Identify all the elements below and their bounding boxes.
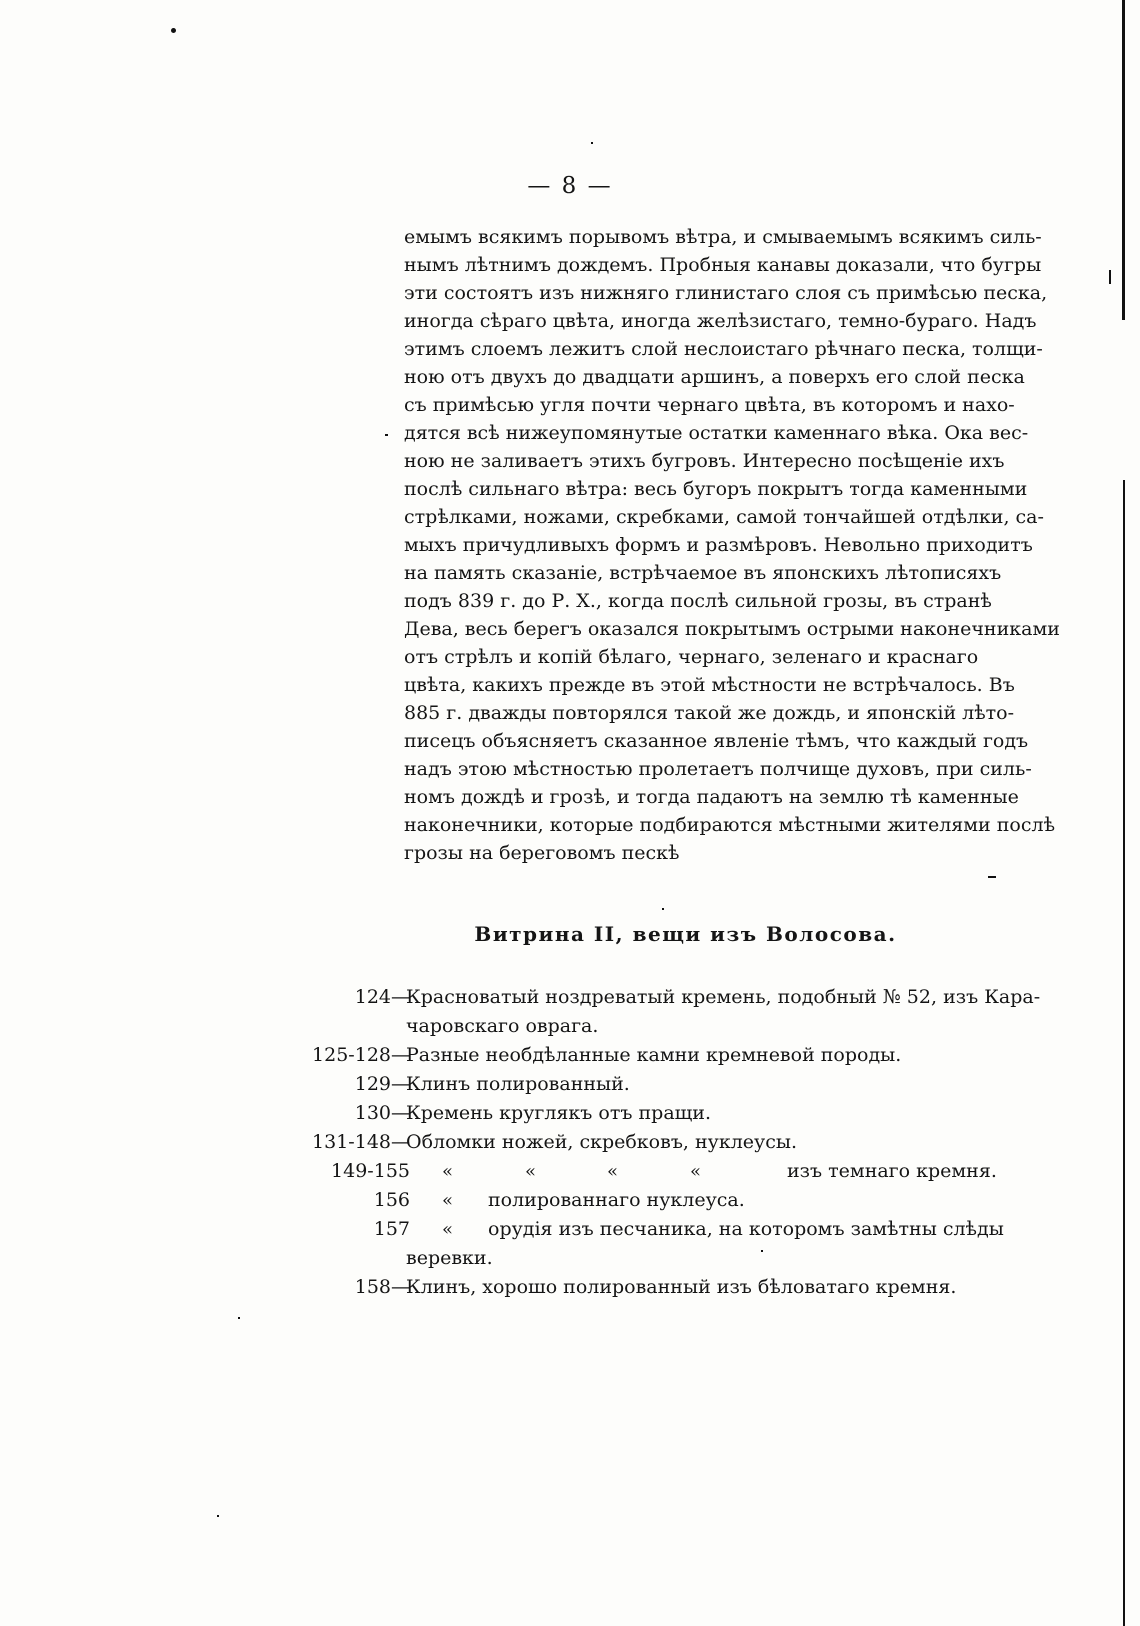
catalog-entry bbox=[300, 1099, 970, 1128]
paragraph-line: на память сказаніе, встрѣчаемое въ японскихъ лѣтописяхъ bbox=[404, 562, 1002, 584]
scan-speck bbox=[988, 876, 996, 878]
catalog-entry bbox=[300, 1041, 970, 1070]
ditto-mark: « bbox=[690, 1161, 702, 1182]
page-number: — 8 — bbox=[527, 173, 613, 199]
entry-text: веревки. bbox=[406, 1247, 493, 1269]
paragraph-line: отъ стрѣлъ и копій бѣлаго, чернаго, зеленаго и краснаго bbox=[404, 646, 979, 668]
paragraph-line: мыхъ причудливыхъ формъ и размѣровъ. Невольно приходитъ bbox=[404, 534, 1033, 556]
catalog-list bbox=[300, 983, 1041, 1302]
paragraph-line: послѣ сильнаго вѣтра: весь бугоръ покрытъ тогда каменными bbox=[404, 478, 1028, 500]
entry-number: 131-148— bbox=[312, 1131, 410, 1153]
entry-number: 125-128— bbox=[312, 1044, 410, 1066]
paragraph-line: дятся всѣ нижеупомянутые остатки каменнаго вѣка. Ока вес- bbox=[404, 422, 1029, 444]
entry-number: 124— bbox=[354, 986, 410, 1008]
ditto-mark: « bbox=[442, 1219, 454, 1240]
catalog-entry bbox=[300, 1186, 970, 1215]
paragraph-line: наконечники, которые подбираются мѣстными жителями послѣ bbox=[404, 814, 1056, 836]
body-paragraph bbox=[404, 223, 1060, 867]
paragraph-line: емымъ всякимъ порывомъ вѣтра, и смываемымъ всякимъ силь- bbox=[404, 226, 1042, 248]
scan-speck bbox=[385, 434, 388, 436]
paragraph-line: 885 г. дважды повторялся такой же дождь, и японскій лѣто- bbox=[404, 702, 1015, 724]
paragraph-line: цвѣта, какихъ прежде въ этой мѣстности не встрѣчалось. Въ bbox=[404, 674, 1015, 696]
paragraph-line: этимъ слоемъ лежитъ слой неслоистаго рѣчнаго песка, толщи- bbox=[404, 338, 1043, 360]
paragraph-line: писецъ объясняетъ сказанное явленіе тѣмъ, что каждый годъ bbox=[404, 730, 1029, 752]
catalog-entry bbox=[300, 1070, 970, 1099]
paragraph-line: эти состоятъ изъ нижняго глинистаго слоя съ примѣсью песка, bbox=[404, 282, 1048, 304]
scan-speck bbox=[238, 1317, 240, 1319]
scan-speck bbox=[217, 1515, 219, 1517]
scan-speck bbox=[662, 908, 664, 910]
paragraph-line: нымъ лѣтнимъ дождемъ. Пробныя канавы доказали, что бугры bbox=[404, 254, 1042, 276]
scan-speck bbox=[171, 28, 176, 33]
entry-number: 157 bbox=[373, 1218, 410, 1240]
paragraph-line: номъ дождѣ и грозѣ, и тогда падаютъ на землю тѣ каменные bbox=[404, 786, 1019, 808]
paragraph-line: надъ этою мѣстностью пролетаетъ полчище духовъ, при силь- bbox=[404, 758, 1032, 780]
paragraph-line: грозы на береговомъ пескѣ bbox=[404, 842, 680, 864]
paragraph-line: ною не заливаетъ этихъ бугровъ. Интересно посѣщеніе ихъ bbox=[404, 450, 1005, 472]
entry-number: 129— bbox=[354, 1073, 410, 1095]
section-heading: Витрина II, вещи изъ Волосова. bbox=[474, 922, 897, 946]
scan-edge-line bbox=[1123, 480, 1125, 1626]
ditto-mark: « bbox=[607, 1161, 619, 1182]
entry-text: Красноватый ноздреватый кремень, подобный № 52, изъ Кара- bbox=[406, 986, 1041, 1008]
entry-number: 158— bbox=[354, 1276, 410, 1298]
paragraph-line: ною отъ двухъ до двадцати аршинъ, а поверхъ его слой песка bbox=[404, 366, 1025, 388]
scan-edge-mark bbox=[1109, 270, 1111, 284]
ditto-mark: « bbox=[525, 1161, 537, 1182]
entry-number: 130— bbox=[354, 1102, 410, 1124]
paragraph-line: стрѣлками, ножами, скребками, самой тончайшей отдѣлки, са- bbox=[404, 506, 1044, 528]
ditto-mark: « bbox=[442, 1161, 454, 1182]
entry-text: Кремень круглякъ отъ пращи. bbox=[406, 1102, 712, 1124]
paragraph-line: съ примѣсью угля почти чернаго цвѣта, въ которомъ и нахо- bbox=[404, 394, 1015, 416]
catalog-entry bbox=[300, 983, 1041, 1012]
catalog-entry bbox=[300, 1244, 970, 1273]
catalog-entry bbox=[300, 1273, 970, 1302]
catalog-entry bbox=[300, 1012, 970, 1041]
entry-text: Клинъ, хорошо полированный изъ бѣловатаго кремня. bbox=[406, 1276, 957, 1298]
entry-number: 149-155 bbox=[331, 1160, 410, 1182]
paragraph-line: подъ 839 г. до Р. X., когда послѣ сильной грозы, въ странѣ bbox=[404, 590, 992, 612]
ditto-mark: « bbox=[442, 1190, 454, 1211]
catalog-entry bbox=[300, 1215, 1004, 1244]
entry-text: изъ темнаго кремня. bbox=[787, 1160, 997, 1182]
paragraph-line: иногда сѣраго цвѣта, иногда желѣзистаго, темно-бураго. Надъ bbox=[404, 310, 1037, 332]
catalog-entry bbox=[300, 1128, 970, 1157]
scan-speck bbox=[761, 1250, 763, 1252]
entry-number: 156 bbox=[373, 1189, 410, 1211]
scan-speck bbox=[591, 142, 593, 144]
entry-text: орудія изъ песчаника, на которомъ замѣтны слѣды bbox=[488, 1218, 1004, 1240]
paragraph-line: Дева, весь берегъ оказался покрытымъ острыми наконечниками bbox=[404, 618, 1060, 640]
entry-text: Разные необдѣланные камни кремневой породы. bbox=[406, 1044, 902, 1066]
catalog-entry bbox=[300, 1157, 997, 1186]
entry-text: Клинъ полированный. bbox=[406, 1073, 630, 1095]
entry-text: Обломки ножей, скребковъ, нуклеусы. bbox=[406, 1131, 798, 1153]
scan-edge-line bbox=[1122, 0, 1125, 320]
entry-text: полированнаго нуклеуса. bbox=[488, 1189, 745, 1211]
entry-text: чаровскаго оврага. bbox=[406, 1015, 599, 1037]
